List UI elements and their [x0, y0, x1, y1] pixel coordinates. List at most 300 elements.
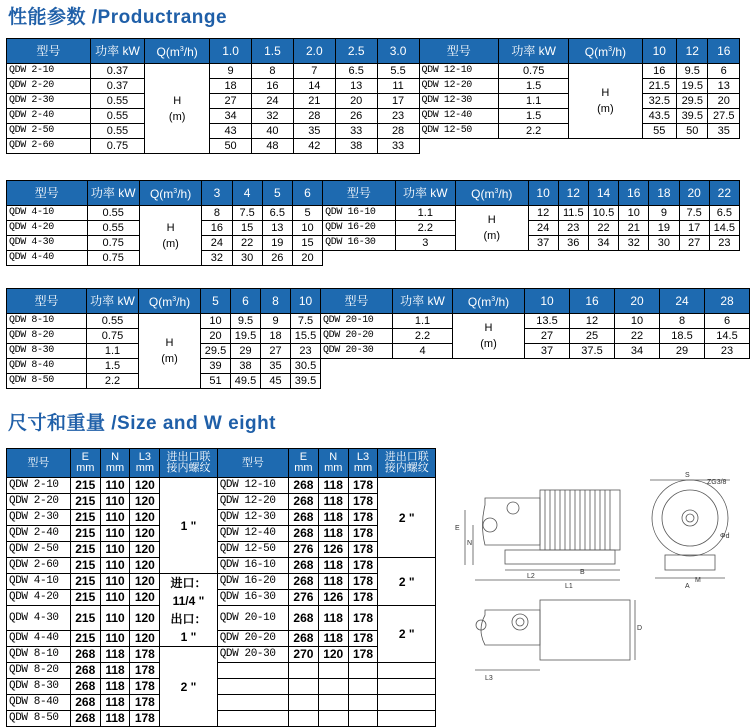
e-cell: 215 — [70, 574, 100, 590]
head-value-cell: 20 — [335, 94, 377, 109]
power-cell: 0.75 — [87, 251, 139, 266]
model-cell: QDW 4-40 — [7, 631, 71, 647]
e-cell: 268 — [70, 711, 100, 727]
model-cell: QDW 20-30 — [217, 647, 288, 663]
power-header: 功率 kW — [499, 39, 569, 64]
connection-cell: 2 " — [378, 606, 436, 663]
flow-value-header: 16 — [708, 39, 740, 64]
model-header: 型号 — [7, 181, 88, 206]
head-value-cell: 12 — [528, 206, 558, 221]
l3-cell: 178 — [348, 478, 378, 494]
pump-housing-side — [483, 498, 541, 545]
head-value-cell: 18.5 — [660, 329, 705, 344]
power-cell: 0.55 — [87, 221, 139, 236]
table-row — [7, 344, 750, 359]
head-value-cell: 15 — [292, 236, 322, 251]
power-cell: 0.55 — [87, 314, 139, 329]
empty-cell — [378, 679, 436, 695]
empty-cell — [419, 139, 740, 154]
model-cell: QDW 2-30 — [7, 510, 71, 526]
model-header: 型号 — [321, 289, 393, 314]
flow-value-header: 6 — [292, 181, 322, 206]
head-value-cell: 29 — [660, 344, 705, 359]
head-value-cell: 19.5 — [677, 79, 708, 94]
head-value-cell: 16 — [642, 64, 677, 79]
e-cell: 268 — [289, 574, 319, 590]
head-value-cell: 39 — [201, 359, 231, 374]
head-value-cell: 14.5 — [709, 221, 739, 236]
section-title-performance: 性能参数 /Productrange — [8, 7, 228, 28]
dimension-label: ZG3/8 — [707, 479, 727, 486]
pump-dimension-drawing — [445, 470, 748, 695]
model-cell: QDW 2-40 — [7, 526, 71, 542]
l3-cell: 178 — [130, 679, 160, 695]
head-value-cell: 24 — [202, 236, 232, 251]
model-cell: QDW 2-50 — [7, 124, 91, 139]
l3-cell: 120 — [130, 542, 160, 558]
n-cell: 110 — [100, 631, 130, 647]
head-value-cell: 27 — [261, 344, 291, 359]
head-value-cell: 50 — [210, 139, 252, 154]
connection-header: 进出口联 接内螺纹 — [378, 449, 436, 478]
head-value-cell: 9 — [261, 314, 291, 329]
model-cell: QDW 12-50 — [419, 124, 499, 139]
n-cell: 126 — [318, 542, 348, 558]
n-cell: 110 — [100, 542, 130, 558]
head-value-cell: 16 — [202, 221, 232, 236]
l3-cell: 178 — [348, 494, 378, 510]
head-value-cell: 20 — [708, 94, 740, 109]
head-value-cell: 9 — [210, 64, 252, 79]
head-value-cell: 29.5 — [201, 344, 231, 359]
power-cell: 0.55 — [90, 124, 144, 139]
model-cell: QDW 20-10 — [217, 606, 288, 631]
head-value-cell: 39.5 — [291, 374, 321, 389]
head-value-cell: 7.5 — [232, 206, 262, 221]
e-cell: 268 — [289, 606, 319, 631]
power-cell: 1.1 — [393, 314, 453, 329]
model-cell: QDW 2-20 — [7, 79, 91, 94]
model-cell: QDW 16-10 — [217, 558, 288, 574]
head-value-cell: 13 — [335, 79, 377, 94]
head-value-cell: 11 — [377, 79, 419, 94]
e-cell: 215 — [70, 510, 100, 526]
e-cell: 268 — [289, 478, 319, 494]
model-cell: QDW 8-20 — [7, 663, 71, 679]
power-cell: 2.2 — [393, 329, 453, 344]
head-value-cell: 51 — [201, 374, 231, 389]
head-unit-cell: H (m) — [456, 206, 528, 251]
flow-value-header: 5 — [201, 289, 231, 314]
l3-cell: 178 — [130, 663, 160, 679]
e-cell: 215 — [70, 631, 100, 647]
e-cell: 268 — [289, 631, 319, 647]
l3-header: L3 mm — [348, 449, 378, 478]
head-value-cell: 49.5 — [231, 374, 261, 389]
table-row — [7, 695, 436, 711]
head-value-cell: 23 — [709, 236, 739, 251]
table-row — [7, 359, 750, 374]
flow-value-header: 10 — [642, 39, 677, 64]
model-cell: QDW 2-50 — [7, 542, 71, 558]
power-cell: 0.55 — [87, 206, 139, 221]
empty-cell — [378, 711, 436, 727]
head-value-cell: 19 — [262, 236, 292, 251]
table-row — [7, 206, 740, 221]
head-value-cell: 37 — [528, 236, 558, 251]
pump-front-base — [665, 555, 715, 570]
model-cell: QDW 4-30 — [7, 236, 88, 251]
flow-value-header: 10 — [525, 289, 570, 314]
table-row — [7, 606, 436, 631]
n-cell: 110 — [100, 510, 130, 526]
table-row — [7, 221, 740, 236]
e-cell: 215 — [70, 478, 100, 494]
head-value-cell: 30.5 — [291, 359, 321, 374]
table-row — [7, 494, 436, 510]
head-value-cell: 48 — [252, 139, 294, 154]
e-cell: 270 — [289, 647, 319, 663]
n-cell: 118 — [100, 647, 130, 663]
head-value-cell: 22 — [615, 329, 660, 344]
power-cell: 0.75 — [87, 329, 139, 344]
head-value-cell: 55 — [642, 124, 677, 139]
head-value-cell: 38 — [231, 359, 261, 374]
empty-cell — [289, 695, 319, 711]
model-header: 型号 — [7, 449, 71, 478]
n-cell: 118 — [318, 606, 348, 631]
empty-cell — [289, 711, 319, 727]
performance-table-1 — [6, 38, 740, 154]
table-row — [7, 236, 740, 251]
e-cell: 215 — [70, 542, 100, 558]
connection-cell: 2 " — [378, 558, 436, 606]
model-cell: QDW 12-10 — [217, 478, 288, 494]
l3-cell: 178 — [348, 590, 378, 606]
empty-cell — [217, 695, 288, 711]
head-value-cell: 32.5 — [642, 94, 677, 109]
head-value-cell: 19 — [649, 221, 679, 236]
head-value-cell: 5.5 — [377, 64, 419, 79]
empty-cell — [318, 711, 348, 727]
head-value-cell: 29 — [231, 344, 261, 359]
model-cell: QDW 12-10 — [419, 64, 499, 79]
head-value-cell: 6 — [708, 64, 740, 79]
head-value-cell: 23 — [377, 109, 419, 124]
head-value-cell: 11.5 — [558, 206, 588, 221]
head-value-cell: 23 — [705, 344, 750, 359]
l3-cell: 178 — [348, 558, 378, 574]
head-unit-cell: H (m) — [453, 314, 525, 359]
empty-cell — [318, 679, 348, 695]
head-value-cell: 43.5 — [642, 109, 677, 124]
head-value-cell: 10 — [292, 221, 322, 236]
head-value-cell: 20 — [292, 251, 322, 266]
motor-body-top — [540, 600, 630, 660]
model-cell: QDW 2-40 — [7, 109, 91, 124]
n-cell: 118 — [318, 631, 348, 647]
flow-value-header: 10 — [291, 289, 321, 314]
head-value-cell: 26 — [262, 251, 292, 266]
empty-cell — [289, 663, 319, 679]
power-cell: 0.37 — [90, 79, 144, 94]
l3-cell: 178 — [348, 647, 378, 663]
dimension-label: M — [695, 577, 701, 584]
power-cell: 0.75 — [90, 139, 144, 154]
empty-cell — [289, 679, 319, 695]
head-value-cell: 37 — [525, 344, 570, 359]
model-cell: QDW 8-50 — [7, 711, 71, 727]
head-value-cell: 36 — [558, 236, 588, 251]
table-row — [7, 647, 436, 663]
n-cell: 110 — [100, 558, 130, 574]
table-row — [7, 510, 436, 526]
model-cell: QDW 8-30 — [7, 344, 87, 359]
n-cell: 118 — [318, 494, 348, 510]
flow-value-header: 12 — [677, 39, 708, 64]
flow-value-header: 2.0 — [293, 39, 335, 64]
head-value-cell: 7.5 — [291, 314, 321, 329]
head-value-cell: 33 — [377, 139, 419, 154]
dimension-label: D — [637, 625, 643, 632]
model-header: 型号 — [419, 39, 499, 64]
power-cell: 1.5 — [499, 109, 569, 124]
model-cell: QDW 8-40 — [7, 359, 87, 374]
head-value-cell: 23 — [291, 344, 321, 359]
model-cell: QDW 4-30 — [7, 606, 71, 631]
table-row — [7, 329, 750, 344]
power-header: 功率 kW — [393, 289, 453, 314]
head-value-cell: 13.5 — [525, 314, 570, 329]
model-header: 型号 — [7, 289, 87, 314]
head-value-cell: 25 — [570, 329, 615, 344]
e-cell: 268 — [70, 679, 100, 695]
dimension-label: S — [685, 472, 690, 479]
e-cell: 215 — [70, 558, 100, 574]
n-cell: 110 — [100, 590, 130, 606]
n-cell: 110 — [100, 606, 130, 631]
n-cell: 118 — [318, 526, 348, 542]
model-cell: QDW 4-20 — [7, 590, 71, 606]
table-row — [7, 631, 436, 647]
empty-cell — [321, 359, 750, 389]
model-cell: QDW 12-30 — [217, 510, 288, 526]
model-cell: QDW 12-40 — [419, 109, 499, 124]
dimension-label: Φd — [720, 533, 730, 540]
table-row — [7, 139, 740, 154]
head-value-cell: 6 — [705, 314, 750, 329]
power-cell: 2.2 — [395, 221, 455, 236]
head-value-cell: 18 — [210, 79, 252, 94]
model-cell: QDW 8-10 — [7, 314, 87, 329]
head-value-cell: 6.5 — [709, 206, 739, 221]
dimension-label: A — [685, 583, 690, 590]
head-value-cell: 7.5 — [679, 206, 709, 221]
head-value-cell: 30 — [649, 236, 679, 251]
connection-cell: 进口： 11/4 " 出口： 1 " — [160, 574, 217, 647]
n-cell: 118 — [100, 679, 130, 695]
head-value-cell: 18 — [261, 329, 291, 344]
model-cell: QDW 12-50 — [217, 542, 288, 558]
e-cell: 215 — [70, 494, 100, 510]
l3-cell: 120 — [130, 590, 160, 606]
head-value-cell: 14.5 — [705, 329, 750, 344]
table-row — [7, 478, 436, 494]
flow-value-header: 18 — [649, 181, 679, 206]
table-row — [7, 64, 740, 79]
flow-value-header: 1.0 — [210, 39, 252, 64]
e-cell: 276 — [289, 542, 319, 558]
connection-cell: 2 " — [378, 478, 436, 558]
e-cell: 268 — [70, 663, 100, 679]
connection-cell: 1 " — [160, 478, 217, 574]
head-value-cell: 9.5 — [677, 64, 708, 79]
power-cell: 1.5 — [499, 79, 569, 94]
empty-cell — [378, 695, 436, 711]
power-cell: 1.5 — [87, 359, 139, 374]
head-value-cell: 10 — [615, 314, 660, 329]
empty-cell — [348, 663, 378, 679]
empty-cell — [348, 711, 378, 727]
power-cell: 0.55 — [90, 94, 144, 109]
head-value-cell: 16 — [252, 79, 294, 94]
dimension-label: L3 — [485, 675, 493, 682]
head-value-cell: 17 — [679, 221, 709, 236]
table-row — [7, 711, 436, 727]
head-value-cell: 21 — [293, 94, 335, 109]
power-cell: 0.55 — [90, 109, 144, 124]
power-cell: 2.2 — [87, 374, 139, 389]
model-cell: QDW 4-10 — [7, 574, 71, 590]
head-value-cell: 39.5 — [677, 109, 708, 124]
performance-table-2 — [6, 180, 740, 266]
flow-value-header: 4 — [232, 181, 262, 206]
model-header: 型号 — [323, 181, 395, 206]
power-cell: 0.37 — [90, 64, 144, 79]
flow-value-header: 20 — [679, 181, 709, 206]
flow-header: $Q(m^3/h)$ — [139, 289, 201, 314]
n-cell: 118 — [318, 510, 348, 526]
head-value-cell: 8 — [252, 64, 294, 79]
pump-front-outer — [652, 480, 728, 556]
flow-value-header: 6 — [231, 289, 261, 314]
flow-value-header: 20 — [615, 289, 660, 314]
dimension-label: L1 — [565, 583, 573, 590]
model-header: 型号 — [217, 449, 288, 478]
empty-cell — [348, 695, 378, 711]
e-cell: 215 — [70, 606, 100, 631]
empty-cell — [323, 251, 740, 266]
n-cell: 110 — [100, 574, 130, 590]
table-row — [7, 574, 436, 590]
flow-value-header: 3.0 — [377, 39, 419, 64]
l3-cell: 178 — [348, 606, 378, 631]
l3-cell: 120 — [130, 558, 160, 574]
model-cell: QDW 2-10 — [7, 478, 71, 494]
e-cell: 268 — [289, 494, 319, 510]
head-value-cell: 28 — [293, 109, 335, 124]
table-row — [7, 526, 436, 542]
head-value-cell: 35 — [261, 359, 291, 374]
l3-cell: 120 — [130, 494, 160, 510]
e-cell: 276 — [289, 590, 319, 606]
l3-header: L3 mm — [130, 449, 160, 478]
table-row — [7, 679, 436, 695]
flow-value-header: 12 — [558, 181, 588, 206]
head-unit-cell: H (m) — [139, 206, 201, 266]
flow-header: $Q(m^3/h)$ — [145, 39, 210, 64]
model-cell: QDW 4-40 — [7, 251, 88, 266]
head-value-cell: 8 — [202, 206, 232, 221]
model-cell: QDW 2-10 — [7, 64, 91, 79]
model-cell: QDW 8-10 — [7, 647, 71, 663]
e-cell: 268 — [289, 526, 319, 542]
flow-header: $Q(m^3/h)$ — [456, 181, 528, 206]
head-unit-cell: H (m) — [569, 64, 642, 139]
empty-cell — [318, 663, 348, 679]
power-cell: 0.75 — [87, 236, 139, 251]
head-value-cell: 6.5 — [262, 206, 292, 221]
dimension-label: N — [467, 540, 473, 547]
e-cell: 268 — [70, 695, 100, 711]
n-cell: 118 — [318, 558, 348, 574]
l3-cell: 178 — [130, 647, 160, 663]
empty-cell — [318, 695, 348, 711]
head-value-cell: 17 — [377, 94, 419, 109]
head-value-cell: 5 — [292, 206, 322, 221]
e-cell: 215 — [70, 590, 100, 606]
table-row — [7, 558, 436, 574]
head-value-cell: 8 — [660, 314, 705, 329]
model-cell: QDW 8-50 — [7, 374, 87, 389]
l3-cell: 120 — [130, 526, 160, 542]
head-value-cell: 9.5 — [231, 314, 261, 329]
head-value-cell: 13 — [708, 79, 740, 94]
head-value-cell: 24 — [252, 94, 294, 109]
head-value-cell: 40 — [252, 124, 294, 139]
flow-value-header: 24 — [660, 289, 705, 314]
head-value-cell: 20 — [201, 329, 231, 344]
model-cell: QDW 12-40 — [217, 526, 288, 542]
empty-cell — [217, 679, 288, 695]
power-cell: 0.75 — [499, 64, 569, 79]
head-value-cell: 22 — [232, 236, 262, 251]
head-value-cell: 30 — [232, 251, 262, 266]
head-value-cell: 27.5 — [708, 109, 740, 124]
model-cell: QDW 20-20 — [217, 631, 288, 647]
l3-cell: 178 — [130, 695, 160, 711]
n-header: N mm — [100, 449, 130, 478]
model-cell: QDW 20-30 — [321, 344, 393, 359]
head-value-cell: 38 — [335, 139, 377, 154]
flow-header: $Q(m^3/h)$ — [569, 39, 642, 64]
model-cell: QDW 8-30 — [7, 679, 71, 695]
n-cell: 110 — [100, 494, 130, 510]
n-cell: 118 — [100, 711, 130, 727]
head-value-cell: 34 — [210, 109, 252, 124]
power-header: 功率 kW — [87, 289, 139, 314]
flow-value-header: 22 — [709, 181, 739, 206]
connection-header: 进出口联 接内螺纹 — [160, 449, 217, 478]
head-value-cell: 10.5 — [588, 206, 618, 221]
model-header: 型号 — [7, 39, 91, 64]
n-header: N mm — [318, 449, 348, 478]
head-value-cell: 32 — [252, 109, 294, 124]
l3-cell: 178 — [348, 631, 378, 647]
e-cell: 268 — [289, 510, 319, 526]
l3-cell: 178 — [348, 526, 378, 542]
head-value-cell: 12 — [570, 314, 615, 329]
